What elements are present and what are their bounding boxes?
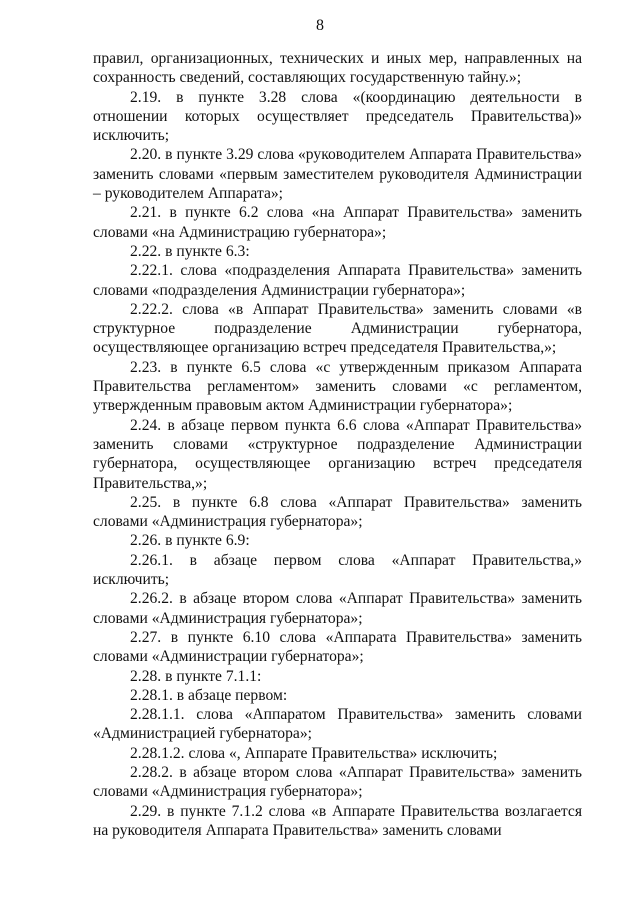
- paragraph: 2.26.1. в абзаце первом слова «Аппарат Правительства,» исключить;: [93, 551, 582, 589]
- paragraph: 2.23. в пункте 6.5 слова «с утвержденным приказом Аппарата Правительства регламентом» заменить словами «с регламентом, утвержденным правовым актом Администрации губернатора»;: [93, 358, 582, 415]
- paragraph: 2.28. в пункте 7.1.1:: [130, 667, 262, 685]
- paragraph: 2.28.1. в абзаце первом:: [130, 686, 288, 704]
- paragraph: 2.26. в пункте 6.9:: [130, 532, 250, 550]
- paragraph: правил, организационных, технических и иных мер, направленных на сохранность сведений, составляющих государственную тайну.»;: [93, 50, 582, 87]
- paragraph: 2.22.2. слова «в Аппарат Правительства» заменить словами «в структурное подразделение Администрации губернатора, осуществляющее организацию встреч председателя Правительства,»;: [93, 300, 582, 357]
- paragraph: 2.22.1. слова «подразделения Аппарата Правительства» заменить словами «подразделения Администрации губернатора»;: [93, 262, 582, 299]
- paragraph: 2.19. в пункте 3.28 слова «(координацию деятельности в отношении которых осуществляет председатель Правительства)» исключить;: [93, 88, 582, 145]
- paragraph: 2.25. в пункте 6.8 слова «Аппарат Правительства» заменить словами «Администрация губернатора»;: [93, 493, 582, 531]
- paragraph: 2.24. в абзаце первом пункта 6.6 слова «Аппарат Правительства» заменить словами «структурное подразделение Администрации губернатора, осуществляющее организацию встреч председателя Правительства,»;: [93, 416, 582, 492]
- page-number: 8: [316, 17, 324, 34]
- paragraph: 2.28.1.1. слова «Аппаратом Правительства» заменить словами «Администрацией губернатора»;: [93, 706, 582, 743]
- paragraph: 2.28.2. в абзаце втором слова «Аппарат Правительства» заменить словами «Администрация губернатора»;: [93, 763, 582, 801]
- paragraph: 2.22. в пункте 6.3:: [130, 242, 250, 260]
- paragraph: 2.21. в пункте 6.2 слова «на Аппарат Правительства» заменить словами «на Администрацию губернатора»;: [93, 204, 582, 241]
- paragraph: 2.28.1.2. слова «, Аппарате Правительства» исключить;: [130, 744, 498, 762]
- paragraph: 2.27. в пункте 6.10 слова «Аппарата Правительства» заменить словами «Администрации губернатора»;: [93, 628, 582, 666]
- paragraph: 2.20. в пункте 3.29 слова «руководителем Аппарата Правительства» заменить словами «первым заместителем руководителя Администрации – руководителем Аппарата»;: [93, 146, 582, 203]
- document-body: [93, 49, 582, 840]
- paragraph: 2.26.2. в абзаце втором слова «Аппарат Правительства» заменить словами «Администрация губернатора»;: [93, 590, 582, 627]
- paragraph: 2.29. в пункте 7.1.2 слова «в Аппарате Правительства возлагается на руководителя Аппарата Правительства» заменить словами: [93, 802, 582, 839]
